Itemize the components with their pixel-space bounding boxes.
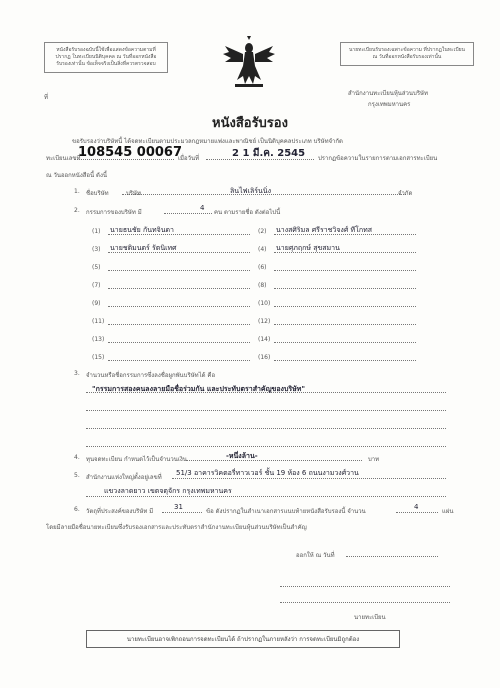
director-row-line	[108, 334, 250, 343]
ref-mark: ที่	[44, 94, 48, 101]
director-row-line	[108, 298, 250, 307]
director-row-number: (4)	[258, 246, 267, 253]
item6-unit: แผ่น	[442, 508, 454, 515]
director-row-number: (12)	[258, 318, 271, 325]
item4-number: 4.	[74, 454, 80, 461]
director-row-line	[108, 316, 250, 325]
item6-mid: ข้อ ดังปรากฏในสำเนาเอกสารแนบท้ายหนังสือรับรองนี้ จำนวน	[206, 508, 366, 515]
header-right-notice-text: นายทะเบียนรับรองเฉพาะข้อความ ที่ปรากฏในทะเบียน ณ วันที่ออกหนังสือรับรองเท่านั้น	[349, 47, 465, 60]
header-left-notice	[44, 42, 168, 73]
issue-date-line	[346, 548, 438, 557]
item2-number: 2.	[74, 207, 80, 214]
item3-line-3	[86, 420, 446, 429]
item5-number: 5.	[74, 472, 80, 479]
director-row-number: (9)	[92, 300, 101, 307]
item4-label: ทุนจดทะเบียน กำหนดไว้เป็นจำนวนเงิน	[86, 456, 187, 463]
director-row-number: (8)	[258, 282, 267, 289]
registered-capital: -หนึ่งล้าน-	[226, 452, 258, 460]
director-row-number: (5)	[92, 264, 101, 271]
director-name: นางสศิริมล ศรีราชวิจงศ์ ทีโกทส	[276, 226, 373, 234]
item3-line-4	[86, 438, 446, 447]
garuda-emblem-icon	[221, 36, 277, 88]
issuing-city: กรุงเทพมหานคร	[368, 101, 411, 108]
director-row-number: (16)	[258, 354, 271, 361]
issue-date-label: ออกให้ ณ วันที่	[296, 552, 335, 559]
item4-line	[186, 452, 362, 461]
as-of-text: ณ วันออกหนังสือนี้ ดังนี้	[46, 172, 107, 179]
item1-suffix: จำกัด	[398, 190, 413, 197]
attached-pages: 4	[414, 503, 419, 511]
item4-unit: บาท	[368, 456, 380, 463]
signing-authority: "กรรมการสองคนลงลายมือชื่อร่วมกัน และประทับตราสำคัญของบริษัท"	[92, 385, 306, 393]
item3-line-2	[86, 402, 446, 411]
bottom-notice	[86, 630, 400, 648]
company-name: ลินไฟเลิร์นนิ่ง	[230, 187, 271, 195]
director-count: 4	[200, 204, 205, 212]
director-row-line	[108, 352, 250, 361]
director-row-number: (14)	[258, 336, 271, 343]
director-row-number: (3)	[92, 246, 101, 253]
director-row-line	[274, 298, 416, 307]
header-left-notice-text: หนังสือรับรองฉบับนี้ใช้เพื่อแสดงข้อความตามที่ปรากฏ ในทะเบียนนิติบุคคล ณ วันที่ออกหนังสือรับรองเท่านั้น ข้อเท็จจริงเป็นสิ่งที่ควรตรวจสอบ	[55, 47, 157, 67]
signature-line	[280, 578, 450, 587]
director-row-number: (10)	[258, 300, 271, 307]
reg-date-label: เมื่อวันที่	[178, 155, 200, 162]
item2-count-suffix: คน ตามรายชื่อ ดังต่อไปนี้	[214, 209, 281, 216]
reg-number-label: ทะเบียนเลขที่	[46, 155, 81, 162]
office-address-line1: 51/3 อาคารวิคตอรี่ทาวเวอร์ ชั้น 19 ห้อง 6 ถนนงามวงศ์วาน	[176, 469, 359, 477]
reg-number-value: 108545 00067	[78, 145, 183, 160]
reg-suffix: ปรากฏข้อความในรายการตามเอกสารทะเบียน	[318, 155, 438, 162]
item1-prefix: บริษัท	[126, 190, 141, 197]
director-row-line	[274, 280, 416, 289]
objectives-count: 31	[174, 503, 183, 511]
item3-label: จำนวนหรือชื่อกรรมการซึ่งลงชื่อผูกพันบริษัทได้ คือ	[86, 372, 216, 379]
header-right-notice	[340, 42, 474, 66]
item2-count-line	[164, 205, 212, 214]
director-row-number: (7)	[92, 282, 101, 289]
issuing-office: สำนักงานทะเบียนหุ้นส่วนบริษัท	[348, 90, 428, 97]
director-row-line	[108, 280, 250, 289]
item1-label: ชื่อบริษัท	[86, 190, 109, 197]
director-row-number: (13)	[92, 336, 105, 343]
intro-text: ขอรับรองว่าบริษัทนี้ ได้จดทะเบียนตามประมวลกฎหมายแพ่งและพาณิชย์ เป็นนิติบุคคลประเภท บริษัทจำกัด	[72, 138, 343, 145]
item2-label: กรรมการของบริษัท มี	[86, 209, 142, 216]
director-row-number: (15)	[92, 354, 105, 361]
item1-number: 1.	[74, 188, 80, 195]
bottom-notice-text: นายทะเบียนอาจเพิกถอนการจดทะเบียนได้ ถ้าปรากฏในภายหลังว่า การจดทะเบียนมิถูกต้อง	[126, 636, 360, 643]
director-row-number: (2)	[258, 228, 267, 235]
director-row-number: (1)	[92, 228, 101, 235]
director-row-line	[274, 352, 416, 361]
signature-name-line	[280, 594, 450, 603]
director-row-number: (6)	[258, 264, 267, 271]
office-address-line2: แขวงลาดยาว เขตจตุจักร กรุงเทพมหานคร	[104, 487, 232, 495]
director-row-line	[274, 316, 416, 325]
director-name: นายศุภฤกษ์ สุขสมาน	[276, 244, 340, 252]
item3-number: 3.	[74, 370, 80, 377]
reg-date-value: 2 1 มี.ค. 2545	[232, 148, 306, 159]
director-name: นายธนชัย กันทจินดา	[110, 226, 174, 234]
director-row-line	[108, 262, 250, 271]
director-row-line	[274, 262, 416, 271]
director-name: นายชติมนตร์ รัตนิเทศ	[110, 244, 177, 252]
registrar-role: นายทะเบียน	[354, 614, 386, 621]
director-row-line	[274, 334, 416, 343]
footnote: โดยมีลายมือชื่อนายทะเบียนซึ่งรับรองเอกสารและประทับตราสำนักงานทะเบียนหุ้นส่วนบริษัทเป็นสำคัญ	[46, 524, 307, 531]
director-row-number: (11)	[92, 318, 105, 325]
item6-number: 6.	[74, 506, 80, 513]
document-title: หนังสือรับรอง	[212, 116, 288, 131]
item6-label: วัตถุที่ประสงค์ของบริษัท มี	[86, 508, 154, 515]
item5-label: สำนักงานแห่งใหญ่ตั้งอยู่เลขที่	[86, 474, 162, 481]
